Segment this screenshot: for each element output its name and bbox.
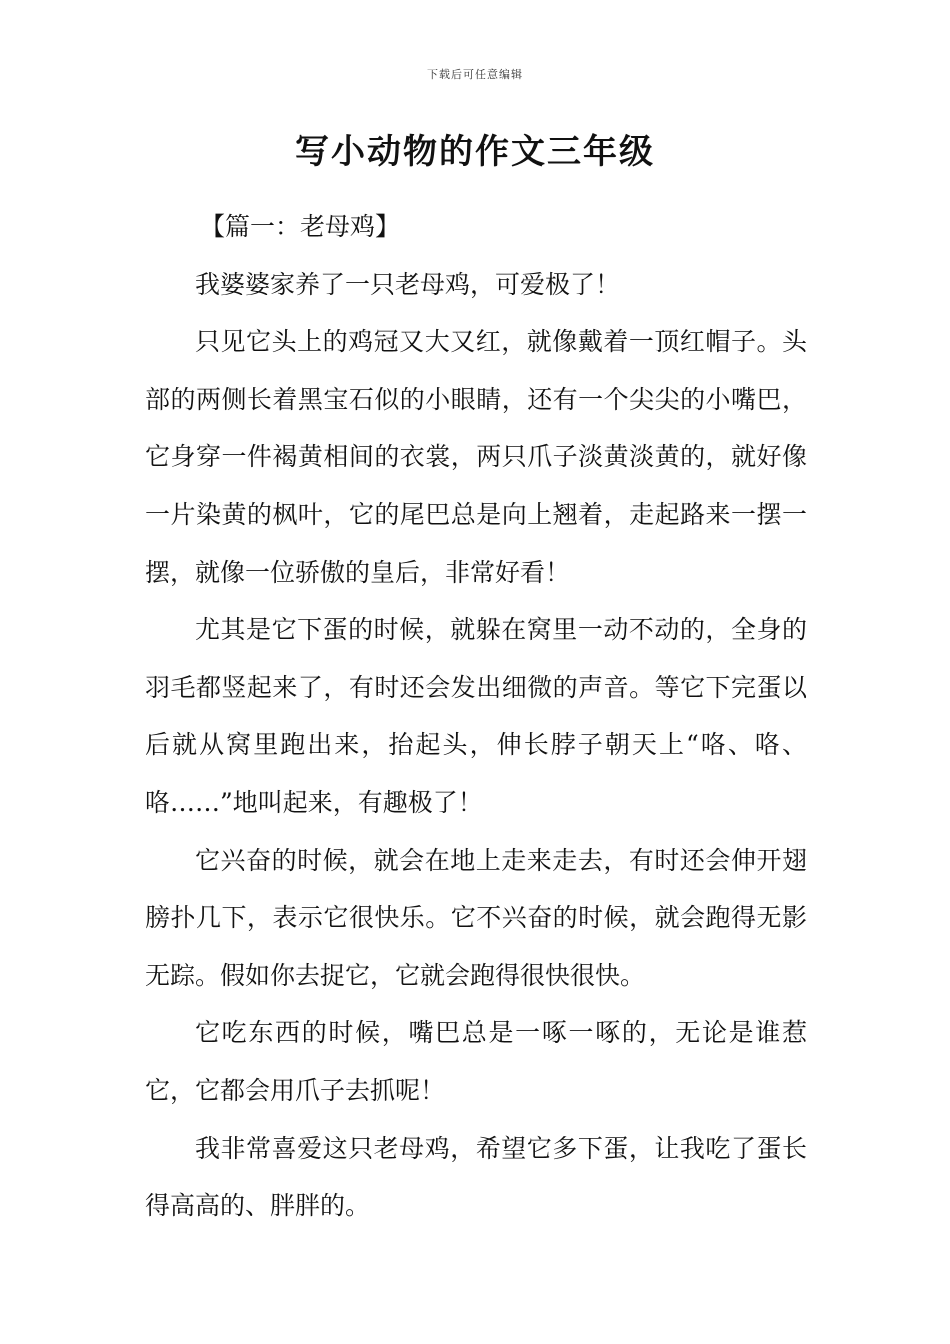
header-note: 下载后可任意编辑 bbox=[427, 68, 523, 81]
paragraph: 我非常喜爱这只老母鸡，希望它多下蛋，让我吃了蛋长得高高的、胖胖的。 bbox=[145, 1133, 807, 1221]
paragraph: 尤其是它下蛋的时候，就躲在窝里一动不动的，全身的羽毛都竖起来了，有时还会发出细微的声音。等它下完蛋以后就从窝里跑出来，抬起头，伸长脖子朝天上“咯、咯、咯……”地叫起来，有趣极了！ bbox=[145, 615, 807, 817]
paragraph: 我婆婆家养了一只老母鸡，可爱极了！ bbox=[195, 269, 621, 299]
paragraph: 它吃东西的时候，嘴巴总是一啄一啄的，无论是谁惹它，它都会用爪子去抓呢！ bbox=[145, 1018, 807, 1105]
paragraph: 它兴奋的时候，就会在地上走来走去，有时还会伸开翅膀扑几下，表示它很快乐。它不兴奋的时候，就会跑得无影无踪。假如你去捉它，它就会跑得很快很快。 bbox=[145, 845, 807, 990]
document-body bbox=[145, 198, 807, 1235]
paragraph: 只见它头上的鸡冠又大又红，就像戴着一顶红帽子。头部的两侧长着黑宝石似的小眼睛，还有一个尖尖的小嘴巴，它身穿一件褐黄相间的衣裳，两只爪子淡黄淡黄的，就好像一片染黄的枫叶，它的尾巴总是向上翘着，走起路来一摆一摆，就像一位骄傲的皇后，非常好看！ bbox=[145, 327, 807, 587]
section-heading: 【篇一：老母鸡】 bbox=[200, 212, 401, 241]
document-title: 写小动物的作文三年级 bbox=[295, 132, 655, 172]
